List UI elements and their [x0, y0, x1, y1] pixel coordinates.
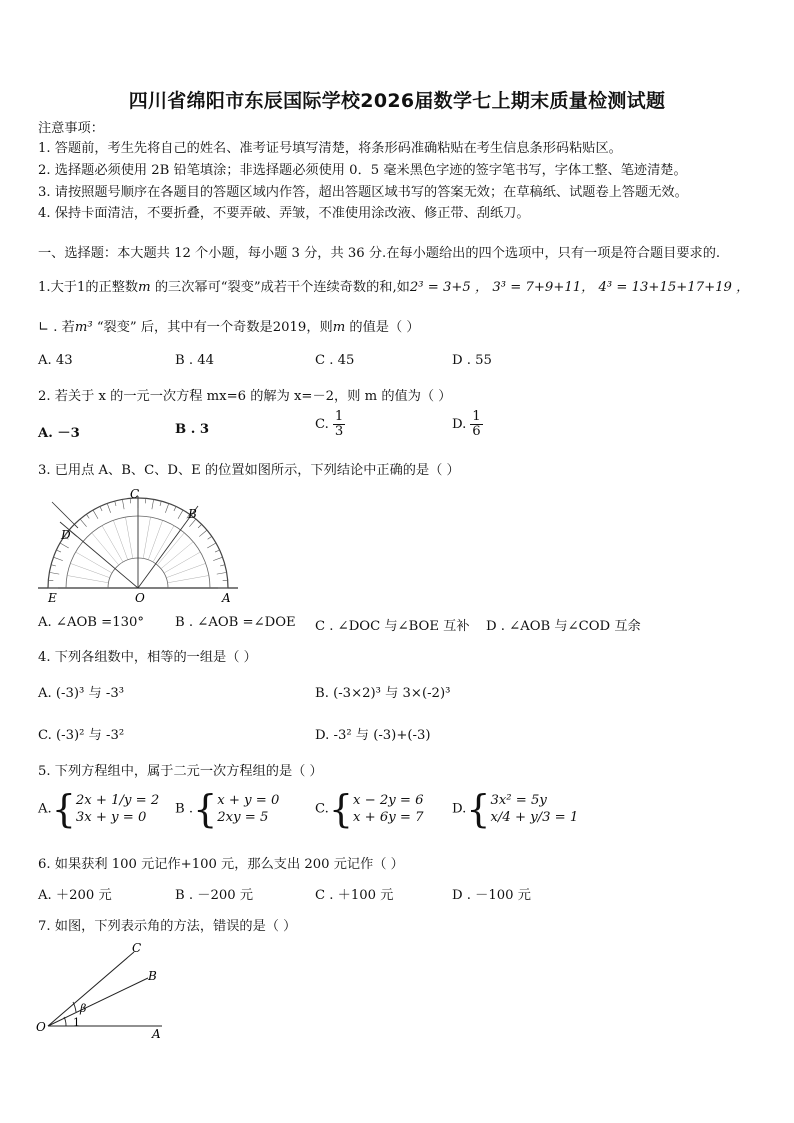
q5-b-eq1: x + y = 0: [217, 793, 280, 808]
protractor-spoke: [76, 552, 112, 573]
label-o: O: [135, 591, 145, 605]
q2-option-d: [452, 410, 483, 439]
q2-c-fraction: [333, 410, 345, 439]
q2-option-c: [315, 410, 345, 439]
protractor-spoke: [67, 575, 108, 582]
tick-mark: [217, 572, 227, 574]
tick-mark: [122, 499, 124, 509]
label-b: B: [148, 969, 157, 983]
tick-mark: [178, 510, 183, 519]
q1-option-c: C . 45: [315, 353, 355, 368]
q6-option-c: C . ＋100 元: [315, 888, 394, 903]
q5-d-eq1: 3x² = 5y: [490, 793, 547, 808]
q5-d-system: [490, 792, 578, 826]
protractor-figure: [38, 488, 268, 608]
tick-mark: [53, 557, 62, 560]
tick-mark: [174, 506, 176, 511]
q2-c-label: C.: [315, 416, 329, 432]
q5-b-label: B .: [175, 801, 194, 817]
q6-option-a: A. ＋200 元: [38, 888, 112, 903]
q1-m: m: [332, 320, 346, 335]
q1-line2-c: ，则: [306, 320, 333, 335]
protractor-spoke: [164, 552, 200, 573]
q3-option-b: B . ∠AOB =∠DOE: [175, 615, 296, 630]
q4-stem: 4. 下列各组数中，相等的一组是（ ）: [38, 650, 257, 665]
tick-mark: [198, 524, 202, 528]
q5-a-eq2: 3x + y = 0: [75, 810, 147, 825]
ray-od: [60, 522, 138, 588]
q6-stem: 6. 如果获利 100 元记作+100 元，那么支出 200 元记作（ ）: [38, 857, 404, 872]
q5-d-label: D.: [452, 801, 467, 817]
tick-mark: [107, 503, 110, 512]
page-title: 四川省绵阳市东辰国际学校2026届数学七上期末质量检测试题: [128, 90, 666, 112]
protractor-spoke: [70, 563, 109, 577]
q5-b-system: [217, 792, 279, 826]
tick-mark: [213, 557, 222, 560]
protractor-spoke: [168, 575, 209, 582]
q5-c-system: [353, 792, 424, 826]
q2-c-num: 1: [334, 409, 344, 424]
q2-c-den: 3: [334, 423, 344, 439]
q2-d-num: 1: [472, 409, 481, 424]
q1-option-b: B . 44: [175, 353, 215, 368]
q5-option-d: [452, 787, 579, 831]
q5-a-eq1: 2x + 1/y = 2: [75, 793, 160, 808]
q6-option-b: B . －200 元: [175, 888, 254, 903]
q1-num: 2019: [272, 320, 307, 335]
q1-line1: [38, 276, 749, 295]
q4-option-d: D. -3² 与 (-3)+(-3): [315, 728, 431, 743]
q7-stem: 7. 如图，下列表示角的方法，错误的是（ ）: [38, 919, 297, 934]
label-o: O: [36, 1020, 46, 1034]
tick-mark: [86, 514, 89, 518]
notice-item-1: 1. 答题前，考生先将自己的姓名、准考证号填写清楚，将条形码准确粘贴在考生信息条形码粘贴区。: [38, 141, 622, 156]
q4-option-c: C. (-3)² 与 -3²: [38, 728, 125, 743]
q2-stem: 2. 若关于 x 的一元一次方程 mx=6 的解为 x=－2，则 m 的值为（ ）: [38, 389, 452, 404]
q5-option-a: [38, 787, 160, 831]
q3-stem: 3. 已用点 A、B、C、D、E 的位置如图所示，下列结论中正确的是（ ）: [38, 463, 460, 478]
q1-m-cubed: m³: [74, 320, 93, 335]
q4-option-b: B. (-3×2)³ 与 3×(-2)³: [315, 686, 451, 701]
label-one: 1: [73, 1016, 80, 1029]
tick-mark: [208, 536, 212, 539]
protractor-spoke: [102, 526, 123, 562]
q2-d-fraction: [470, 410, 482, 439]
notice-item-2: 2. 选择题必须使用 2B 铅笔填涂；非选择题必须使用 0．5 毫米黑色字迹的签字笔书写，字体工整、笔迹清楚。: [38, 163, 687, 178]
label-c: C: [132, 941, 142, 955]
label-d: D: [61, 528, 71, 542]
q5-option-b: [175, 787, 280, 831]
protractor-spoke: [113, 520, 127, 559]
ray-ob: [48, 978, 148, 1026]
protractor-spoke: [166, 563, 205, 577]
q1-var-m: m: [138, 280, 151, 295]
brace-icon: {: [328, 787, 353, 831]
tick-mark: [115, 501, 116, 506]
brace-icon: {: [193, 787, 218, 831]
q3-option-c: C . ∠DOC 与∠BOE 互补: [315, 619, 470, 634]
protractor-spoke: [161, 542, 193, 569]
section-heading: 一、选择题：本大题共 12 个小题，每小题 3 分，共 36 分.在每小题给出的四个选项中，只有一项是符合题目要求的.: [38, 246, 721, 261]
q5-a-label: A.: [38, 801, 52, 817]
tick-mark: [165, 503, 168, 512]
notice-heading: 注意事项：: [38, 121, 104, 136]
q5-a-system: [76, 792, 159, 826]
ray-extension: [52, 502, 78, 528]
tick-mark: [51, 565, 56, 566]
tick-mark: [215, 550, 220, 552]
tick-mark: [100, 506, 102, 511]
q4-option-a: A. (-3)³ 与 -3³: [38, 686, 125, 701]
q1-option-a: A. 43: [38, 353, 73, 368]
label-e: E: [48, 591, 57, 605]
label-beta: β: [80, 1002, 87, 1015]
q1-line2-d: 的值是（ ）: [345, 320, 420, 335]
tick-mark: [199, 530, 207, 536]
tick-mark: [49, 572, 59, 574]
protractor-spoke: [157, 533, 184, 565]
q3-option-a: A. ∠AOB =130°: [38, 615, 144, 630]
label-c: C: [130, 487, 140, 501]
ray-oc: [48, 952, 134, 1026]
q2-d-den: 6: [472, 423, 481, 439]
q1-line2: [38, 316, 420, 335]
q5-d-eq2: x/4 + y/3 = 1: [490, 810, 579, 825]
q3-option-d: D . ∠AOB 与∠COD 互余: [486, 619, 641, 634]
q5-c-eq2: x + 6y = 7: [353, 810, 424, 825]
label-b: B: [188, 507, 197, 521]
q1-line2-a: ∟ . 若: [38, 320, 75, 335]
q1-examples: 2³ = 3+5 ， 3³ = 7+9+11， 4³ = 13+15+17+19 ，: [409, 280, 750, 295]
q5-b-eq2: 2xy = 5: [217, 810, 269, 825]
q5-c-eq1: x − 2y = 6: [353, 793, 424, 808]
protractor-spoke: [125, 517, 132, 558]
tick-mark: [60, 543, 69, 548]
q1-line1-b: 的三次幂可“裂变”成若干个连续奇数的和,如: [150, 280, 410, 295]
brace-icon: {: [51, 787, 76, 831]
q5-c-label: C.: [315, 801, 329, 817]
angle-figure: [36, 940, 176, 1040]
q1-option-d: D . 55: [452, 353, 492, 368]
tick-mark: [207, 543, 216, 548]
tick-mark: [80, 519, 86, 527]
q1-line1-a: 1.大于1的正整数: [38, 280, 139, 295]
q2-option-a: A. －3: [38, 426, 80, 441]
label-a: A: [222, 591, 231, 605]
q1-line2-b: “裂变” 后，其中有一个奇数是: [92, 320, 273, 335]
q5-stem: 5. 下列方程组中，属于二元一次方程组的是（ ）: [38, 764, 323, 779]
label-a: A: [152, 1027, 161, 1041]
q6-option-d: D . －100 元: [452, 888, 531, 903]
q2-d-label: D.: [452, 416, 467, 432]
brace-icon: {: [466, 787, 491, 831]
tick-mark: [93, 510, 98, 519]
q2-option-b: B . 3: [175, 422, 210, 437]
notice-item-3: 3. 请按照题号顺序在各题目的答题区域内作答，超出答题区域书写的答案无效；在草稿纸、试题卷上答题无效。: [38, 185, 688, 200]
q5-option-c: [315, 787, 424, 831]
tick-mark: [56, 550, 61, 552]
tick-mark: [160, 501, 161, 506]
protractor-spoke: [143, 517, 150, 558]
angle-arc-1: [64, 1017, 66, 1026]
protractor: [38, 496, 238, 588]
tick-mark: [220, 565, 225, 566]
protractor-spoke: [148, 520, 162, 559]
tick-mark: [152, 499, 154, 509]
notice-item-4: 4. 保持卡面清洁，不要折叠，不要弄破、弄皱，不准使用涂改液、修正带、刮纸刀。: [38, 206, 530, 221]
